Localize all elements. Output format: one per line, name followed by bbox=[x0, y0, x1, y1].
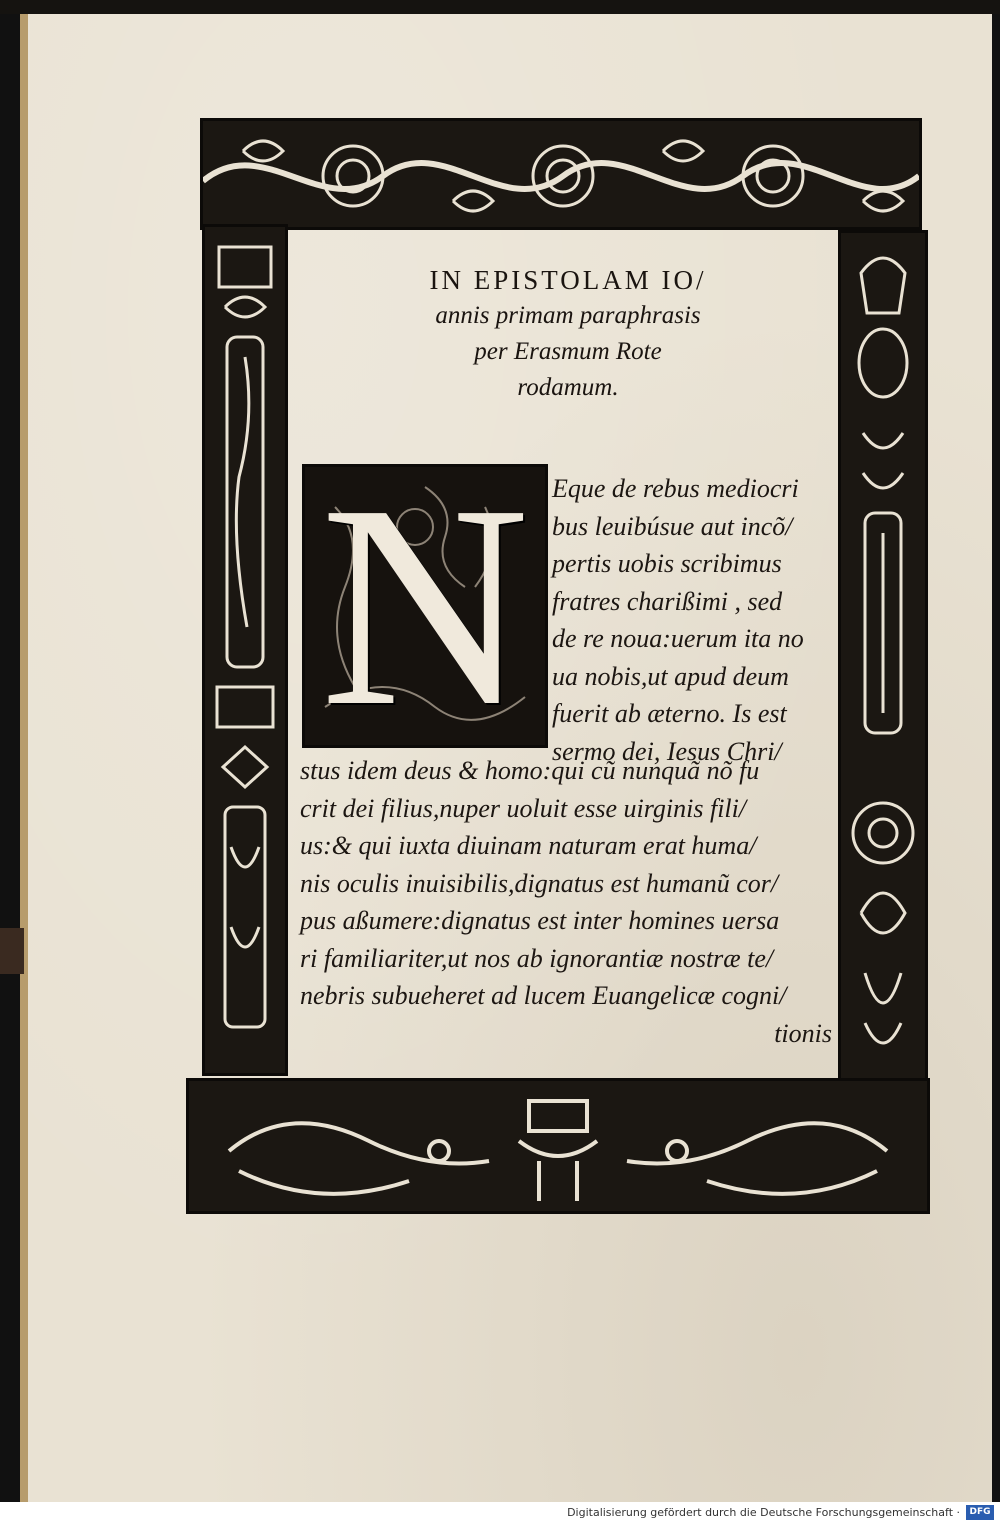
drop-cap-letter: N bbox=[320, 445, 530, 766]
ornament-right-column bbox=[838, 230, 928, 1084]
dfg-logo: DFG bbox=[966, 1505, 994, 1520]
text-line: ri familiariter,ut nos ab ignorantiæ nostræ te/ bbox=[300, 943, 774, 973]
title-line-4: rodamum. bbox=[517, 374, 619, 401]
text-line: de re noua:uerum ita no bbox=[552, 624, 804, 653]
title-line-2: annis primam paraphrasis bbox=[435, 302, 701, 329]
page-title bbox=[300, 262, 836, 406]
text-line: fuerit ab æterno. Is est bbox=[552, 699, 787, 728]
text-line: fratres charißimi , sed bbox=[552, 586, 783, 616]
text-line: ua nobis,ut apud deum bbox=[552, 661, 789, 691]
text-line: bus leuibúsue aut incõ/ bbox=[552, 511, 793, 541]
title-line-1: IN EPISTOLAM IO/ bbox=[429, 265, 707, 295]
text-line: pus aßumere:dignatus est inter homines uersa bbox=[300, 906, 780, 935]
text-line: stus idem deus & homo:qui cũ nunquã nõ fu bbox=[300, 756, 760, 785]
body-text-full bbox=[300, 752, 832, 1052]
text-line: us:& qui iuxta diuinam naturam erat huma/ bbox=[300, 831, 757, 860]
decorated-initial bbox=[302, 445, 548, 766]
text-line: nis oculis inuisibilis,dignatus est humanũ cor/ bbox=[300, 868, 779, 898]
ornament-bottom-border bbox=[186, 1078, 930, 1214]
ornament-top-border bbox=[200, 118, 922, 230]
text-line: crit dei filius,nuper uoluit esse uirginis fili/ bbox=[300, 793, 747, 823]
text-line: pertis uobis scribimus bbox=[552, 549, 782, 578]
text-line: nebris subueheret ad lucem Euangelicæ cogni/ bbox=[300, 981, 787, 1010]
text-line: sermo dei, Iesus Chri/ bbox=[552, 736, 782, 766]
funding-credit: Digitalisierung gefördert durch die Deutsche Forschungsgemeinschaft · bbox=[567, 1506, 960, 1519]
footer-bar bbox=[0, 1502, 1000, 1524]
ornament-left-column bbox=[202, 224, 288, 1076]
catchword: tionis bbox=[774, 1018, 832, 1048]
scan-frame-top bbox=[0, 0, 1000, 14]
page-edge-marker bbox=[0, 928, 24, 974]
text-line: Eque de rebus mediocri bbox=[552, 474, 799, 503]
body-text-side bbox=[552, 470, 832, 770]
title-line-3: per Erasmum Rote bbox=[474, 338, 662, 365]
